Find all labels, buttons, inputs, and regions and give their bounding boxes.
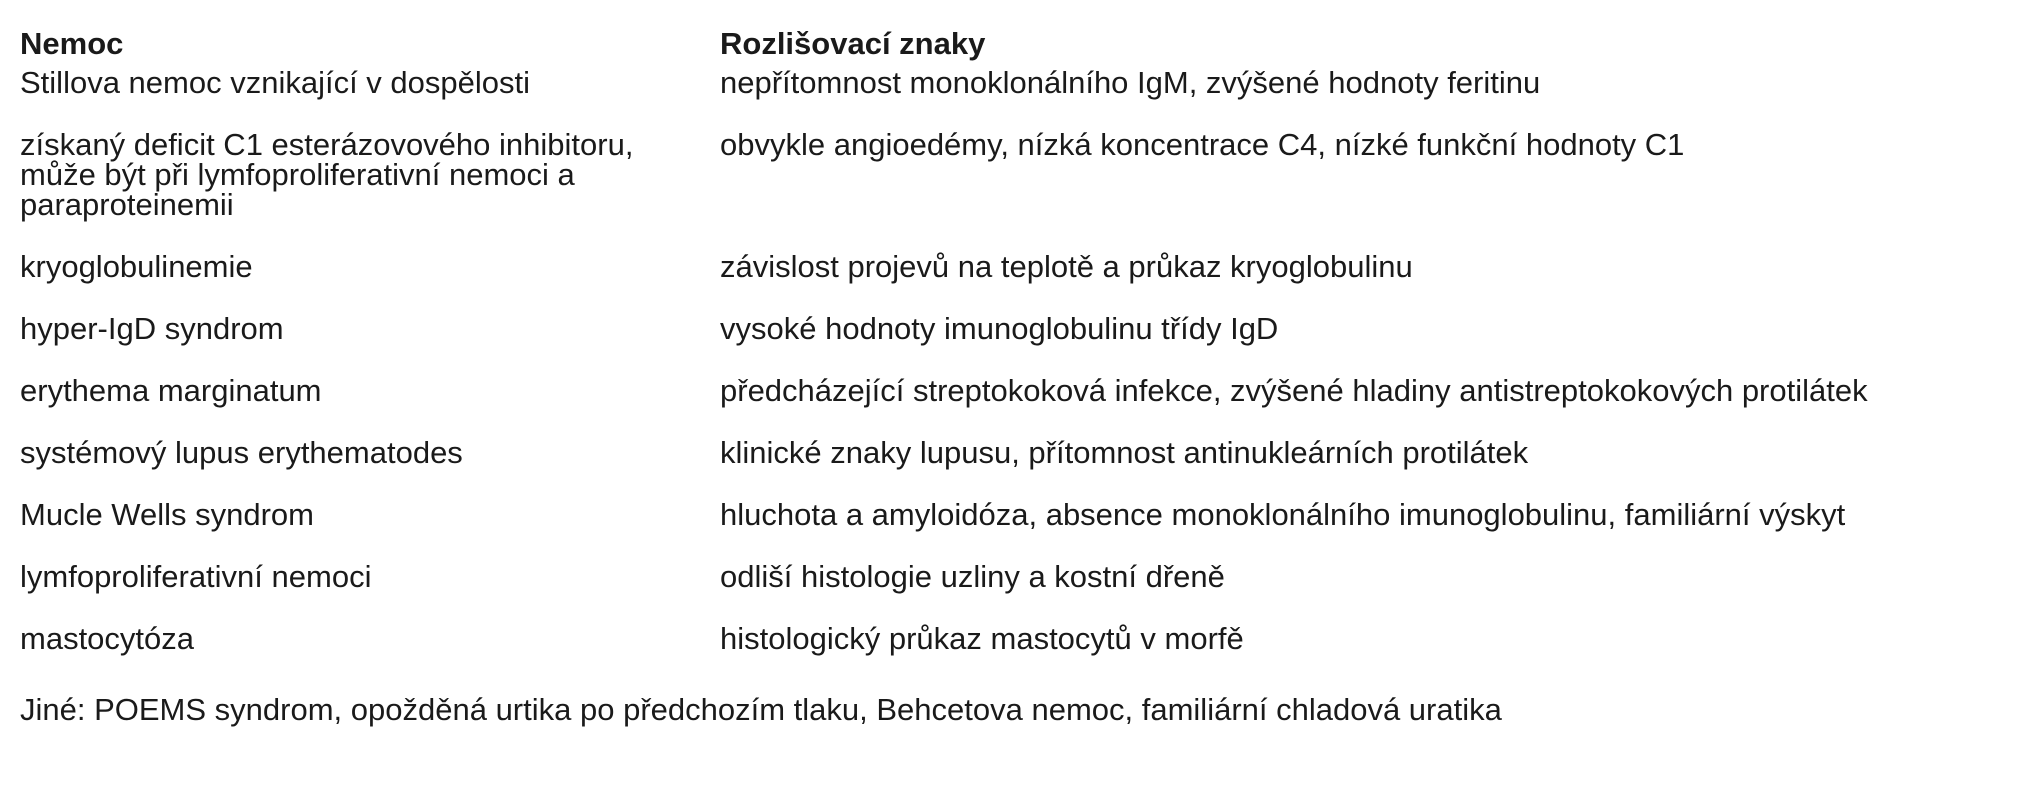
table-row [20, 130, 2010, 252]
cell-disease: systémový lupus erythematodes [20, 435, 463, 470]
table-row [20, 376, 2010, 438]
cell-disease: erythema marginatum [20, 373, 322, 408]
cell-features: odliší histologie uzliny a kostní dřeně [720, 559, 1225, 594]
cell-features: nepřítomnost monoklonálního IgM, zvýšené hodnoty feritinu [720, 65, 1541, 100]
cell-features: hluchota a amyloidóza, absence monoklonálního imunoglobulinu, familiární výskyt [720, 497, 1846, 532]
differential-diagnosis-table [20, 24, 2010, 686]
cell-disease: mastocytóza [20, 621, 195, 656]
cell-features: obvykle angioedémy, nízká koncentrace C4, nízké funkční hodnoty C1 [720, 127, 1685, 162]
cell-features: klinické znaky lupusu, přítomnost antinukleárních protilátek [720, 435, 1529, 470]
cell-disease: získaný deficit C1 esterázovového inhibitoru, může být při lymfoproliferativní nemoci a paraproteinemii [20, 127, 634, 222]
table-row [20, 562, 2010, 624]
cell-disease: Mucle Wells syndrom [20, 497, 315, 532]
cell-features: vysoké hodnoty imunoglobulinu třídy IgD [720, 311, 1279, 346]
cell-features: závislost projevů na teplotě a průkaz kryoglobulinu [720, 249, 1413, 284]
cell-disease: kryoglobulinemie [20, 249, 253, 284]
cell-disease: Stillova nemoc vznikající v dospělosti [20, 65, 531, 100]
cell-features: předcházející streptokoková infekce, zvýšené hladiny antistreptokokových protilátek [720, 373, 1868, 408]
table-row [20, 252, 2010, 314]
table-row [20, 624, 2010, 686]
cell-features: histologický průkaz mastocytů v morfě [720, 621, 1244, 656]
header-features: Rozlišovací znaky [720, 26, 986, 61]
table-footnote: Jiné: POEMS syndrom, opožděná urtika po předchozím tlaku, Behcetova nemoc, familiární chladová uratika [20, 692, 1502, 727]
document [20, 24, 2010, 730]
cell-disease: hyper-IgD syndrom [20, 311, 284, 346]
table-row [20, 314, 2010, 376]
table-header-row [20, 24, 2010, 68]
table-row [20, 68, 2010, 130]
table-row [20, 500, 2010, 562]
cell-disease: lymfoproliferativní nemoci [20, 559, 372, 594]
header-disease: Nemoc [20, 26, 124, 61]
table-row [20, 438, 2010, 500]
